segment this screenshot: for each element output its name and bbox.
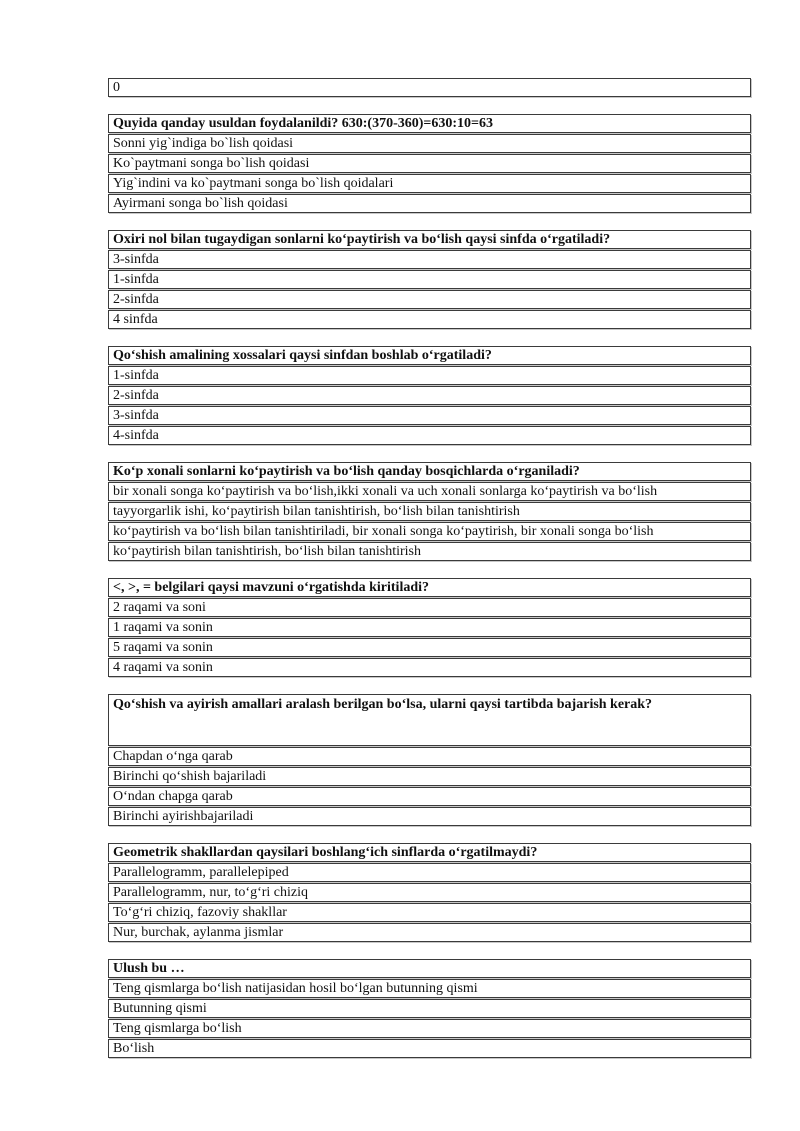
answer-option: 4 sinfda	[108, 310, 751, 329]
answer-option: 2-sinfda	[108, 386, 751, 405]
answer-option: Parallelogramm, parallelepiped	[108, 863, 751, 882]
question-header: Ulush bu …	[108, 959, 751, 978]
question-block	[108, 578, 751, 677]
answer-option: Ayirmani songa bo`lish qoidasi	[108, 194, 751, 213]
answer-option: ko‘paytirish va bo‘lish bilan tanishtiriladi, bir xonali songa ko‘paytirish, bir xonali songa bo‘lish	[108, 522, 751, 541]
question-block	[108, 230, 751, 329]
answer-option: Parallelogramm, nur, to‘g‘ri chiziq	[108, 883, 751, 902]
answer-option: Butunning qismi	[108, 999, 751, 1018]
question-block	[108, 114, 751, 213]
answer-option: 4 raqami va sonin	[108, 658, 751, 677]
answer-option: tayyorgarlik ishi, ko‘paytirish bilan tanishtirish, bo‘lish bilan tanishtirish	[108, 502, 751, 521]
answer-option: 3-sinfda	[108, 406, 751, 425]
answer-option: Birinchi ayirishbajariladi	[108, 807, 751, 826]
answer-option: Teng qismlarga bo‘lish natijasidan hosil bo‘lgan butunning qismi	[108, 979, 751, 998]
answer-option: Nur, burchak, aylanma jismlar	[108, 923, 751, 942]
question-block	[108, 346, 751, 445]
answer-option: Sonni yig`indiga bo`lish qoidasi	[108, 134, 751, 153]
question-block	[108, 694, 751, 826]
question-block	[108, 959, 751, 1058]
answer-option: Bo‘lish	[108, 1039, 751, 1058]
answer-option: 2 raqami va soni	[108, 598, 751, 617]
answer-option: Teng qismlarga bo‘lish	[108, 1019, 751, 1038]
question-block	[108, 462, 751, 561]
answer-option: O‘ndan chapga qarab	[108, 787, 751, 806]
answer-option: 5 raqami va sonin	[108, 638, 751, 657]
answer-option: 3-sinfda	[108, 250, 751, 269]
top-zero-box: 0	[108, 78, 751, 97]
answer-option: To‘g‘ri chiziq, fazoviy shakllar	[108, 903, 751, 922]
answer-option: 1-sinfda	[108, 270, 751, 289]
answer-option: Birinchi qo‘shish bajariladi	[108, 767, 751, 786]
answer-option: 1 raqami va sonin	[108, 618, 751, 637]
answer-option: Ko`paytmani songa bo`lish qoidasi	[108, 154, 751, 173]
question-header: Qo‘shish va ayirish amallari aralash berilgan bo‘lsa, ularni qaysi tartibda bajarish kerak?	[108, 694, 751, 746]
quiz-content	[108, 78, 751, 1058]
question-block	[108, 843, 751, 942]
question-header: Oxiri nol bilan tugaydigan sonlarni ko‘paytirish va bo‘lish qaysi sinfda o‘rgatiladi?	[108, 230, 751, 249]
answer-option: 1-sinfda	[108, 366, 751, 385]
question-header: Qo‘shish amalining xossalari qaysi sinfdan boshlab o‘rgatiladi?	[108, 346, 751, 365]
answer-option: 2-sinfda	[108, 290, 751, 309]
answer-option: ko‘paytirish bilan tanishtirish, bo‘lish bilan tanishtirish	[108, 542, 751, 561]
question-header: Quyida qanday usuldan foydalanildi? 630:(370-360)=630:10=63	[108, 114, 751, 133]
question-header: Ko‘p xonali sonlarni ko‘paytirish va bo‘lish qanday bosqichlarda o‘rganiladi?	[108, 462, 751, 481]
answer-option: Yig`indini va ko`paytmani songa bo`lish qoidalari	[108, 174, 751, 193]
answer-option: Chapdan o‘nga qarab	[108, 747, 751, 766]
answer-option: 4-sinfda	[108, 426, 751, 445]
question-header: <, >, = belgilari qaysi mavzuni o‘rgatishda kiritiladi?	[108, 578, 751, 597]
answer-option: bir xonali songa ko‘paytirish va bo‘lish,ikki xonali va uch xonali sonlarga ko‘paytirish va bo‘lish	[108, 482, 751, 501]
question-header: Geometrik shakllardan qaysilari boshlang‘ich sinflarda o‘rgatilmaydi?	[108, 843, 751, 862]
